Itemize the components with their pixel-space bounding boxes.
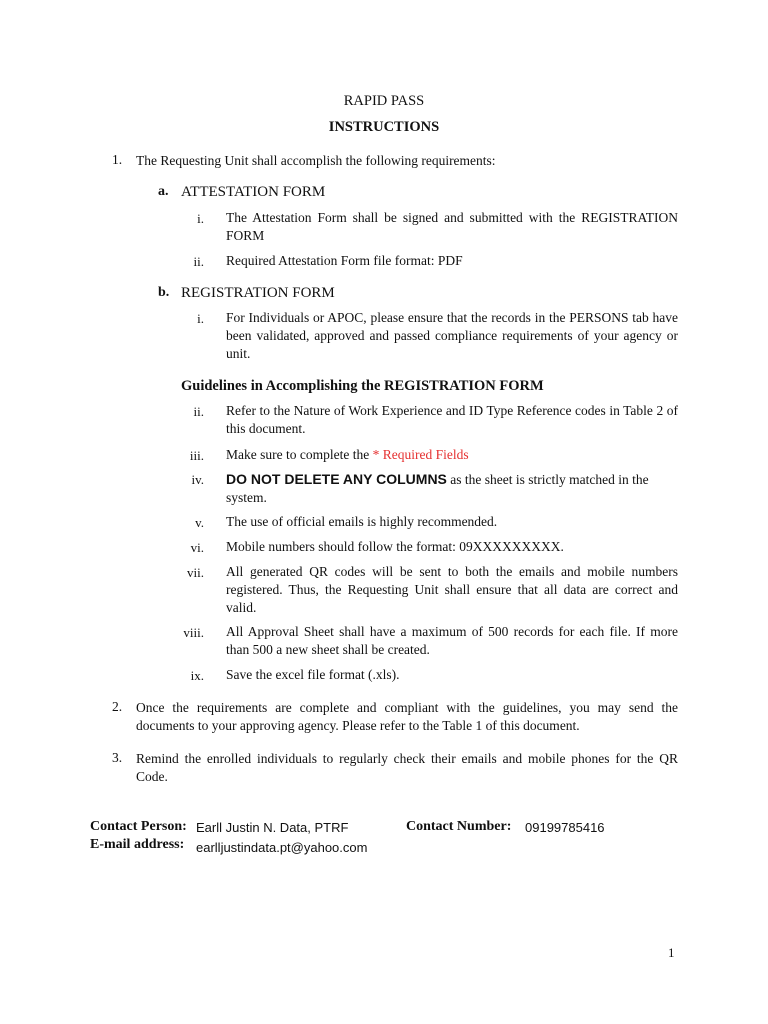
contact-person-value: Earll Justin N. Data, PTRF xyxy=(196,820,349,835)
step-2-text: Once the requirements are complete and compliant with the guidelines, you may send the documents to your approving agency. Please refer to the Table 1 of this document. xyxy=(136,700,678,733)
email-address-label: E-mail address: xyxy=(90,837,185,852)
step-1-number: 1. xyxy=(112,152,123,167)
guideline-vii-text: All generated QR codes will be sent to both the emails and mobile numbers registered. Thus, the Requesting Unit shall ensure that all data are correct and valid. xyxy=(226,564,678,615)
guideline-vi-number: vi. xyxy=(190,540,204,555)
document-title: RAPID PASS xyxy=(343,93,425,109)
guideline-iii-text xyxy=(226,446,678,464)
step-3-text: Remind the enrolled individuals to regularly check their emails and mobile phones for the QR Code. xyxy=(136,751,678,784)
contact-number-value: 09199785416 xyxy=(525,820,605,835)
guideline-ii-text: Refer to the Nature of Work Experience and ID Type Reference codes in Table 2 of this document. xyxy=(226,403,678,436)
section-b-title: REGISTRATION FORM xyxy=(181,285,335,301)
guideline-v-text: The use of official emails is highly recommended. xyxy=(226,514,498,529)
contact-number-label: Contact Number: xyxy=(406,819,512,834)
registration-item-i-text: For Individuals or APOC, please ensure that the records in the PERSONS tab have been validated, approved and passed compliance requirements of your agency or unit. xyxy=(226,310,678,361)
guideline-ii-number: ii. xyxy=(193,404,204,419)
document-subtitle: INSTRUCTIONS xyxy=(328,119,440,135)
page-number: 1 xyxy=(668,945,675,960)
guideline-iv-text xyxy=(226,470,678,507)
attestation-item-ii-number: ii. xyxy=(193,254,204,269)
required-fields-highlight: * Required Fields xyxy=(372,447,469,462)
guideline-vii-number: vii. xyxy=(187,565,204,580)
section-a-title: ATTESTATION FORM xyxy=(181,184,326,200)
step-3-number: 3. xyxy=(112,750,123,765)
guideline-iv-plain: as the sheet is strictly matched in the system. xyxy=(226,472,649,505)
guideline-ix-number: ix. xyxy=(190,668,204,683)
attestation-item-i-number: i. xyxy=(197,211,204,226)
guideline-viii-text: All Approval Sheet shall have a maximum of 500 records for each file. If more than 500 a new sheet shall be created. xyxy=(226,624,678,657)
guideline-ix-text: Save the excel file format (.xls). xyxy=(226,667,400,682)
attestation-item-i-text: The Attestation Form shall be signed and submitted with the REGISTRATION FORM xyxy=(226,210,678,243)
attestation-item-ii-text: Required Attestation Form file format: PDF xyxy=(226,253,463,268)
email-address-value: earlljustindata.pt@yahoo.com xyxy=(196,840,368,855)
guideline-iii-number: iii. xyxy=(189,448,204,463)
do-not-delete-emphasis: DO NOT DELETE ANY COLUMNS xyxy=(226,471,447,487)
section-a-letter: a. xyxy=(158,184,169,199)
guideline-v-number: v. xyxy=(195,515,204,530)
guideline-iv-number: iv. xyxy=(191,472,204,487)
registration-item-i-number: i. xyxy=(197,311,204,326)
contact-person-label: Contact Person: xyxy=(90,819,187,834)
step-1-text: The Requesting Unit shall accomplish the following requirements: xyxy=(136,153,496,168)
guideline-vi-text: Mobile numbers should follow the format: 09XXXXXXXXX. xyxy=(226,539,564,554)
guidelines-heading: Guidelines in Accomplishing the REGISTRATION FORM xyxy=(181,378,544,394)
section-b-letter: b. xyxy=(158,285,170,300)
guideline-iii-plain: Make sure to complete the xyxy=(226,447,373,462)
step-2-number: 2. xyxy=(112,699,123,714)
guideline-viii-number: viii. xyxy=(183,625,204,640)
